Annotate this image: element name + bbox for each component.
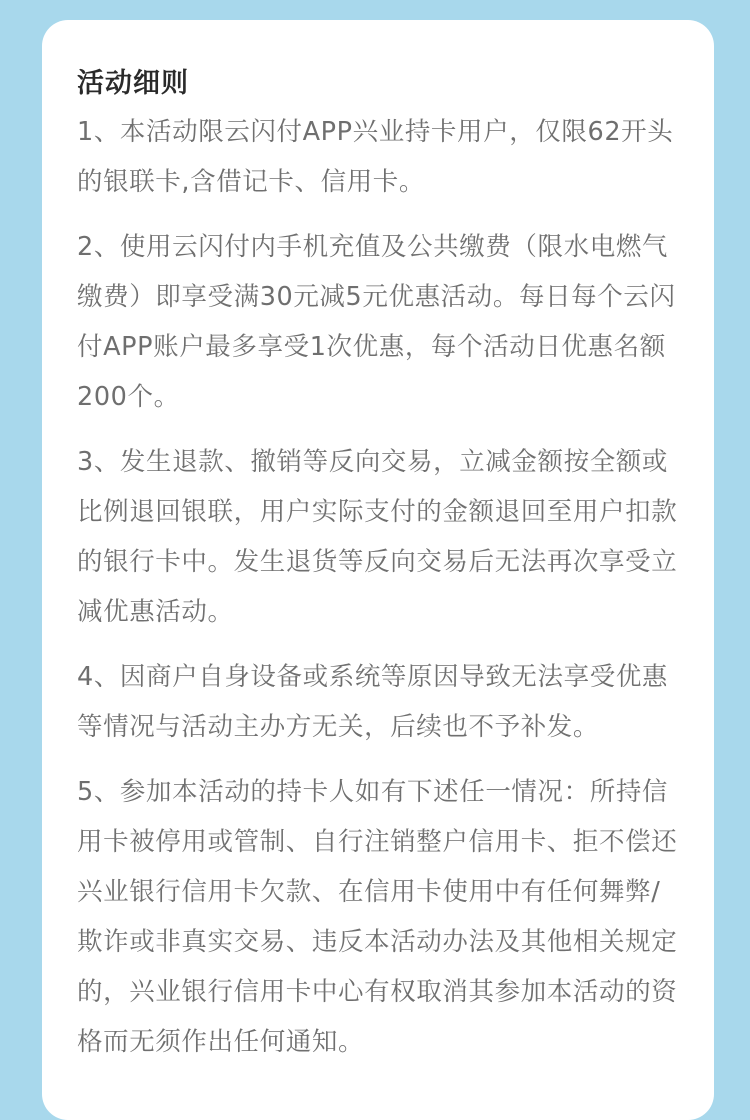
rules-card [42, 20, 714, 1120]
section-title: 活动细则 [77, 68, 189, 99]
rule-item-4: 4、因商户自身设备或系统等原因导致无法享受优惠等情况与活动主办方无关，后续也不予补发。 [77, 662, 669, 742]
rules-list [77, 107, 678, 1067]
rule-item-1: 1、本活动限云闪付APP兴业持卡用户，仅限62开头的银联卡,含借记卡、信用卡。 [77, 117, 674, 197]
rule-item-2: 2、使用云闪付内手机充值及公共缴费（限水电燃气缴费）即享受满30元减5元优惠活动。每日每个云闪付APP账户最多享受1次优惠，每个活动日优惠名额200个。 [77, 232, 676, 412]
rule-item-3: 3、发生退款、撤销等反向交易，立减金额按全额或比例退回银联，用户实际支付的金额退回至用户扣款的银行卡中。发生退货等反向交易后无法再次享受立减优惠活动。 [77, 447, 678, 627]
rule-item-5: 5、参加本活动的持卡人如有下述任一情况：所持信用卡被停用或管制、自行注销整户信用卡、拒不偿还兴业银行信用卡欠款、在信用卡使用中有任何舞弊/欺诈或非真实交易、违反本活动办法及其他相关规定的，兴业银行信用卡中心有权取消其参加本活动的资格而无须作出任何通知。 [77, 777, 678, 1057]
